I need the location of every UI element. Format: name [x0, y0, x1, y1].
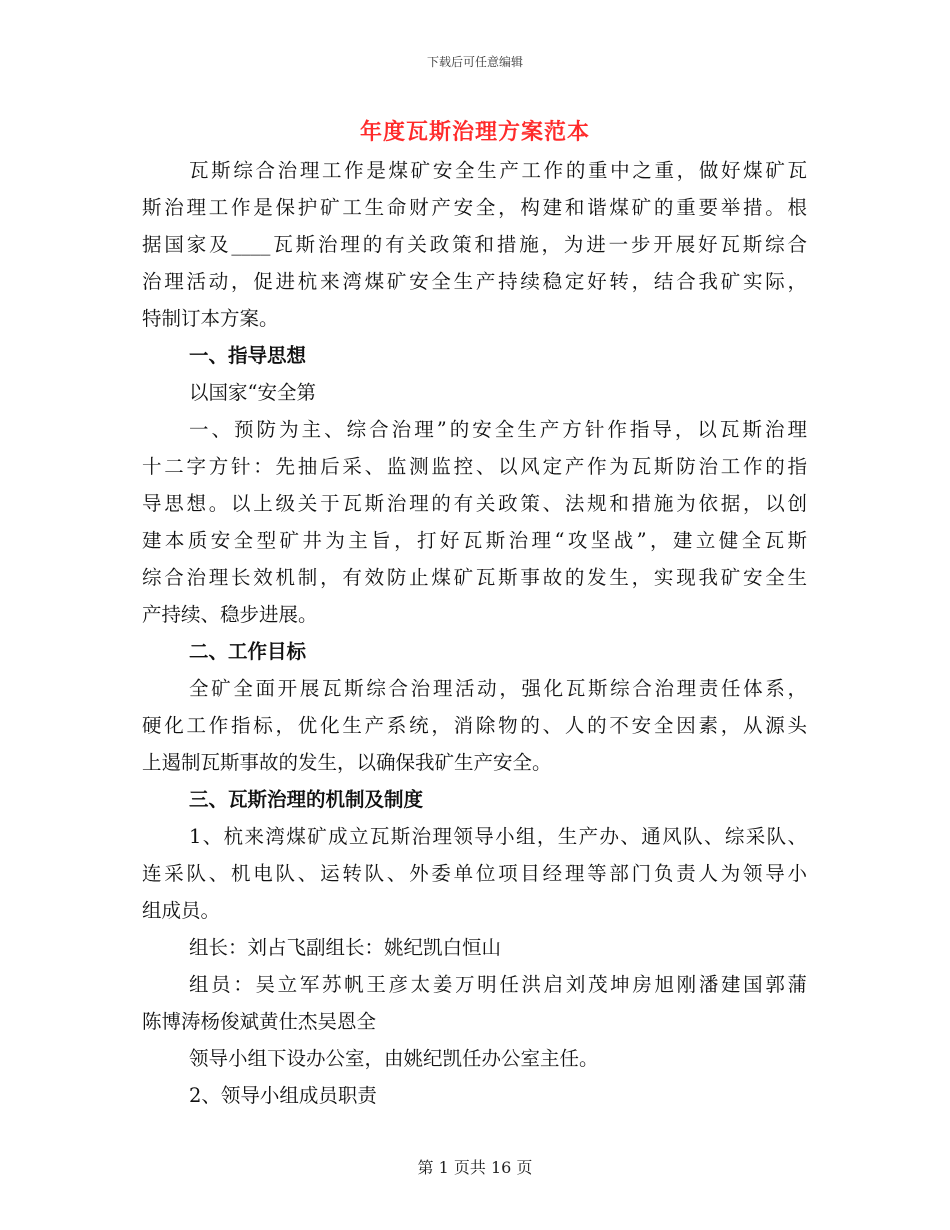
- body-text-line: 治理活动，促进杭来湾煤矿安全生产持续稳定好转，结合我矿实际，: [142, 270, 807, 293]
- body-text-line: 2、领导小组成员职责: [189, 1084, 377, 1107]
- body-text-line: 领导小组下设办公室，由姚纪凯任办公室主任。: [189, 1047, 599, 1070]
- section-heading: 三、瓦斯治理的机制及制度: [189, 788, 424, 811]
- body-text-line: 导思想。以上级关于瓦斯治理的有关政策、法规和措施为依据，以创: [142, 492, 807, 515]
- body-text-line: 据国家及____瓦斯治理的有关政策和措施，为进一步开展好瓦斯综合: [142, 233, 807, 256]
- body-text-line: 以国家“安全第: [189, 381, 316, 404]
- page-number: 第 1 页共 16 页: [417, 1158, 533, 1177]
- body-text-line: 组员：吴立军苏帆王彦太姜万明任洪启刘茂坤房旭刚潘建国郭蒲: [189, 973, 807, 996]
- body-text-line: 1、杭来湾煤矿成立瓦斯治理领导小组，生产办、通风队、综采队、: [189, 825, 807, 848]
- body-text-line: 组长：刘占飞副组长：姚纪凯白恒山: [189, 936, 502, 959]
- body-text-line: 一、预防为主、综合治理”的安全生产方针作指导，以瓦斯治理: [189, 418, 807, 441]
- body-text-line: 产持续、稳步进展。: [142, 603, 318, 626]
- body-text-line: 组成员。: [142, 899, 221, 922]
- body-text-line: 陈博涛杨俊斌黄仕杰吴恩全: [142, 1010, 377, 1033]
- body-text-line: 斯治理工作是保护矿工生命财产安全，构建和谐煤矿的重要举措。根: [142, 196, 807, 219]
- body-text-line: 特制订本方案。: [142, 307, 279, 330]
- body-text-line: 十二字方针：先抽后采、监测监控、以风定产作为瓦斯防治工作的指: [142, 455, 807, 478]
- section-heading: 二、工作目标: [189, 640, 307, 663]
- body-text-line: 建本质安全型矿井为主旨，打好瓦斯治理“攻坚战”，建立健全瓦斯: [142, 529, 807, 552]
- page-header-note: 下载后可任意编辑: [426, 55, 523, 69]
- body-text-line: 综合治理长效机制，有效防止煤矿瓦斯事故的发生，实现我矿安全生: [142, 566, 807, 589]
- body-text-line: 连采队、机电队、运转队、外委单位项目经理等部门负责人为领导小: [142, 862, 807, 885]
- body-text-line: 上遏制瓦斯事故的发生，以确保我矿生产安全。: [142, 751, 552, 774]
- document-body: [142, 152, 807, 1114]
- body-text-line: 硬化工作指标，优化生产系统，消除物的、人的不安全因素，从源头: [142, 714, 807, 737]
- body-text-line: 瓦斯综合治理工作是煤矿安全生产工作的重中之重，做好煤矿瓦: [189, 159, 807, 182]
- section-heading: 一、指导思想: [189, 344, 307, 367]
- document-title: 年度瓦斯治理方案范本: [359, 119, 590, 145]
- body-text-line: 全矿全面开展瓦斯综合治理活动，强化瓦斯综合治理责任体系，: [189, 677, 807, 700]
